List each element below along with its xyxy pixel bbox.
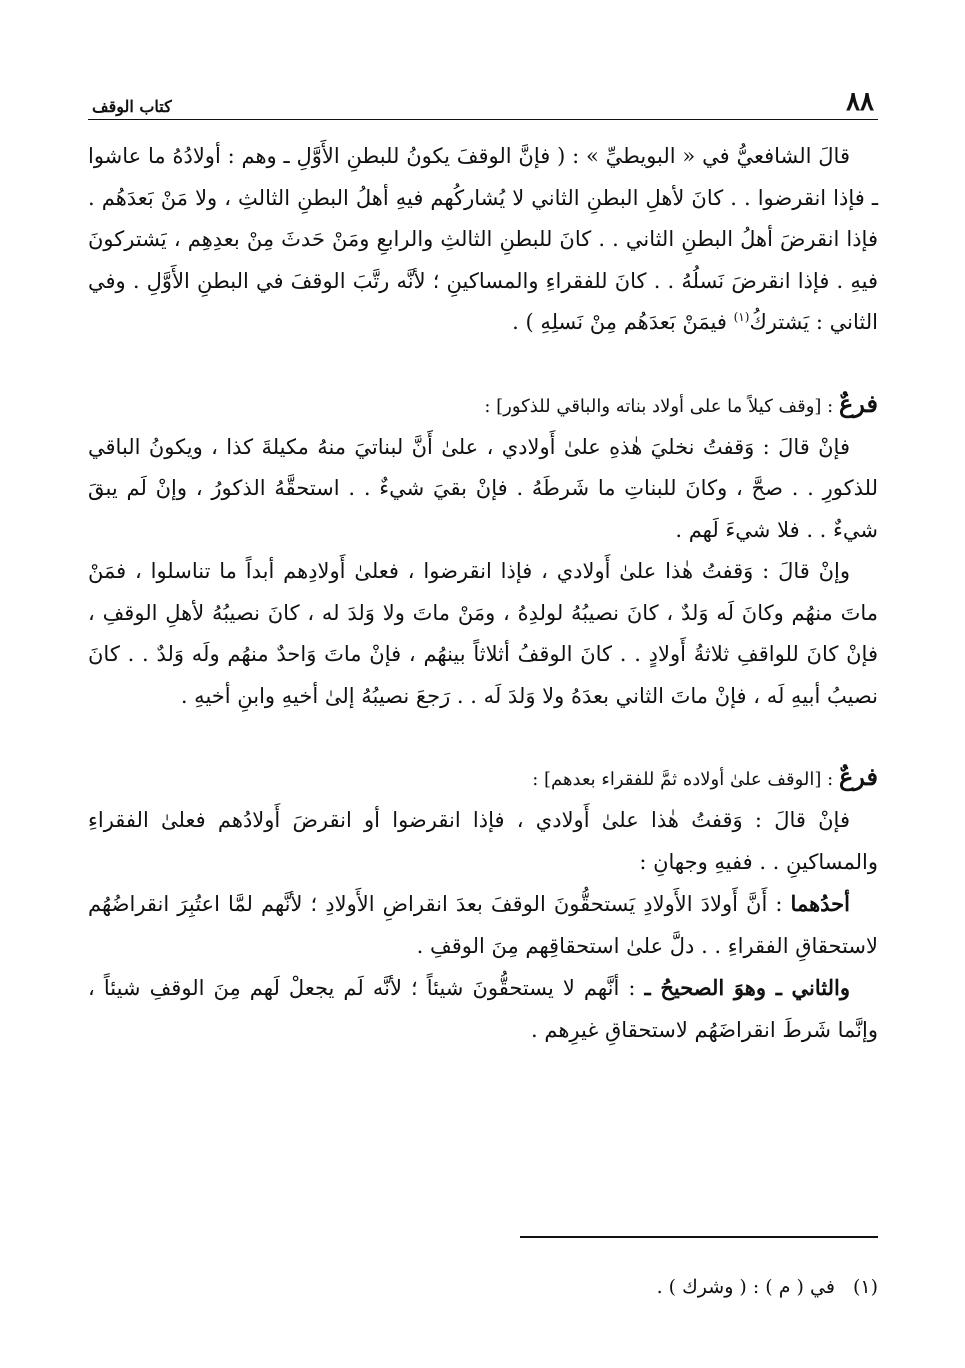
footnote-text: في ( م ) : ( وشرك ) .	[656, 1276, 835, 1298]
page-header	[88, 80, 878, 120]
paragraph-shafii-quote: قالَ الشافعيُّ في « البويطيِّ » : ( فإنَّ الوقفَ يكونُ للبطنِ الأَوَّلِ ـ وهم : أولادُهُ ما عاشوا ـ فإذا انقرضوا . . كانَ لأهلِ البطنِ الثاني لا يُشاركُهم فيهِ أهلُ البطنِ الثالثِ ، ولا مَنْ بَعدَهُم . فإذا انقرضَ أهلُ البطنِ الثاني . . كانَ للبطنِ الثالثِ والرابعِ ومَنْ حَدثَ مِنْ بعدِهِم ، يَشتركونَ فيهِ . فإذا انقرضَ نَسلُهُ . . كانَ للفقراءِ والمساكينِ ؛ لأنَّه رتَّبَ الوقفَ في البطنِ الأَوَّلِ . وفي الثاني : يَشتركُ$^{(١)}$ فيمَنْ بَعدَهُم مِنْ نَسلِهِ ) .	[88, 144, 878, 334]
footnote-reference[interactable]: (١)	[733, 310, 750, 324]
book-page	[88, 80, 878, 1051]
running-title: كتاب الوقف	[92, 97, 172, 116]
paragraph-descendants: وإنْ قالَ : وَقفتُ هٰذا علىٰ أَولادي ، فإذا انقرضوا ، فعلىٰ أَولادِهم أبداً ما تناسلوا ، فمَنْ ماتَ منهُم وكانَ لَه وَلدٌ ، كانَ نصيبُهُ لولدِهُ ، ومَنْ ماتَ ولا وَلدَ له ، كانَ نصيبُهُ لأهلِ الوقفِ ، فإنْ كانَ للواقفِ ثلاثةُ أَولادٍ . . كانَ الوقفُ أثلاثاً بينهُم ، فإنْ ماتَ وَاحدٌ منهُم ولَه وَلدٌ . . كانَ نصيبُ أبيهِ لَه ، فإنْ ماتَ الثاني بعدَهُ ولا وَلدَ لَه . . رَجعَ نصيبُهُ إلىٰ أخيهِ وابنِ أخيهِ .	[88, 559, 878, 708]
section-title: : [الوقف علىٰ أولاده ثمَّ للفقراء بعدهم] :	[532, 769, 839, 790]
section-heading-1	[88, 384, 878, 427]
section-heading-2	[88, 757, 878, 800]
paragraph-date-palm-waqf: فإنْ قالَ : وَقفتُ نخليَ هٰذهِ علىٰ أَولادي ، علىٰ أَنَّ لبناتيَ منهُ مكيلةَ كذا ، ويكونُ الباقي للذكورِ . . صحَّ ، وكانَ للبناتِ ما شَرطَهُ . فإنْ بقيَ شيءٌ . . استحقَّهُ الذكورُ ، وإنْ لَم يبقَ شيءٌ . . فلا شيءَ لَهم .	[88, 434, 878, 542]
paragraph-poor-after: فإنْ قالَ : وَقفتُ هٰذا علىٰ أَولادي ، فإذا انقرضوا أو انقرضَ أَولادُهم فعلىٰ الفقراءِ والمساكينِ . . ففيهِ وجهانِ :	[88, 808, 878, 874]
page-number: ٨٨	[846, 87, 874, 117]
paragraph-second-view: والثاني ـ وهوَ الصحيحُ ـ : أنَّهم لا يستحقُّونَ شيئاً ؛ لأنَّه لَم يجعلْ لَهم مِنَ الوقفِ شيئاً ، وإنَّما شَرطَ انقراضَهُم لاستحقاقِ غيرِهم .	[88, 975, 878, 1042]
paragraph-first-view: أحدُهما : أَنَّ أَولادَ الأَولادِ يَستحقُّونَ الوقفَ بعدَ انقراضِ الأَولادِ ؛ لأنَّهم لمَّا اعتُبِرَ انقراضُهُم لاستحقاقِ الفقراءِ . . دلَّ علىٰ استحقاقِهم مِنَ الوقفِ .	[88, 891, 878, 958]
section-title: : [وقف كيلاً ما على أولاد بناته والباقي للذكور] :	[484, 395, 839, 417]
footnote-number: (١)	[852, 1276, 878, 1298]
footnote	[88, 1272, 878, 1302]
far-label: فرعٌ	[838, 762, 878, 791]
far-label: فرعٌ	[838, 388, 878, 418]
footnote-divider	[520, 1236, 878, 1238]
